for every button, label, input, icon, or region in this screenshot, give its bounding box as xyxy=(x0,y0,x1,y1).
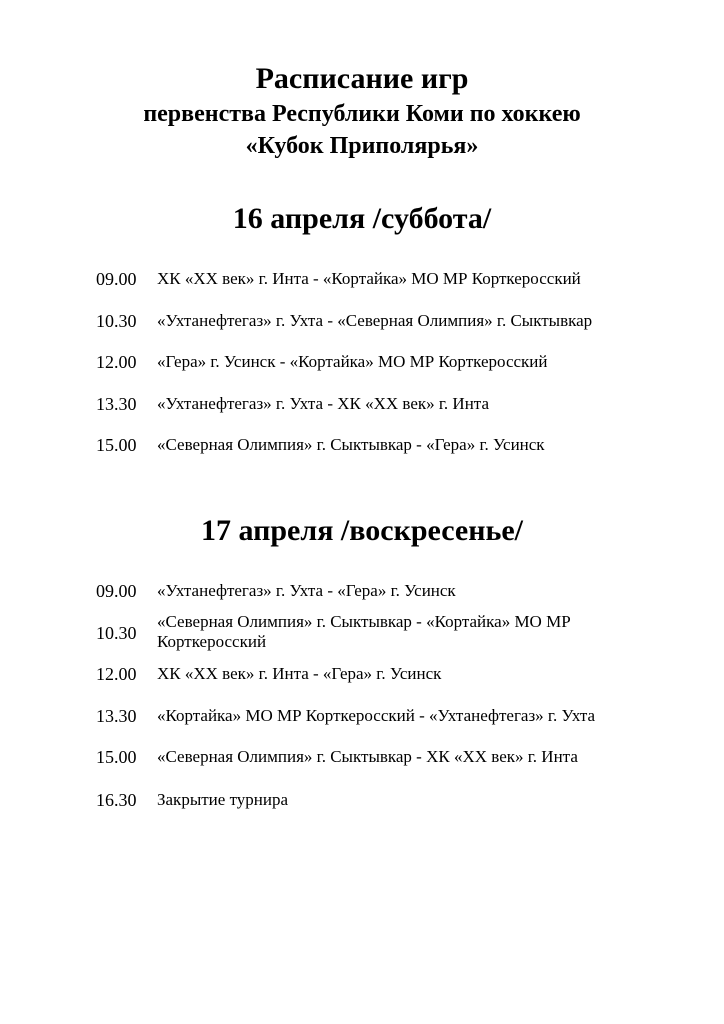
game-match: «Северная Олимпия» г. Сыктывкар - «Гера» г. Усинск xyxy=(157,435,545,454)
game-time: 15.00 xyxy=(96,747,137,767)
cup-name: «Кубок Приполярья» xyxy=(245,133,479,159)
day-heading-sunday: 17 апреля /воскресенье/ xyxy=(200,514,524,547)
game-time: 13.30 xyxy=(96,706,137,726)
game-match: «Ухтанефтегаз» г. Ухта - ХК «ХХ век» г. Инта xyxy=(157,394,489,413)
day-heading-saturday: 16 апреля /суббота/ xyxy=(232,202,492,235)
game-time: 12.00 xyxy=(96,664,137,684)
game-time: 12.00 xyxy=(96,352,137,372)
game-time: 15.00 xyxy=(96,435,137,455)
game-time: 09.00 xyxy=(96,269,137,289)
game-time: 10.30 xyxy=(96,311,137,331)
page-title: Расписание игр xyxy=(255,62,469,95)
game-time: 16.30 xyxy=(96,790,137,810)
game-match: Закрытие турнира xyxy=(157,790,289,809)
game-time: 13.30 xyxy=(96,394,137,414)
game-match: «Ухтанефтегаз» г. Ухта - «Гера» г. Усинск xyxy=(157,581,456,600)
game-match: ХК «ХХ век» г. Инта - «Кортайка» МО МР Корткеросский xyxy=(157,269,581,288)
game-match: «Гера» г. Усинск - «Кортайка» МО МР Корткеросский xyxy=(157,352,548,371)
game-match: «Ухтанефтегаз» г. Ухта - «Северная Олимпия» г. Сыктывкар xyxy=(157,311,593,330)
game-match: «Северная Олимпия» г. Сыктывкар - ХК «ХХ век» г. Инта xyxy=(157,747,578,766)
game-match: ХК «ХХ век» г. Инта - «Гера» г. Усинск xyxy=(157,664,442,683)
game-time: 10.30 xyxy=(96,623,137,643)
game-match: «Кортайка» МО МР Корткеросский - «Ухтанефтегаз» г. Ухта xyxy=(157,706,596,725)
game-match: «Северная Олимпия» г. Сыктывкар - «Кортайка» МО МР Корткеросский xyxy=(157,612,571,651)
game-time: 09.00 xyxy=(96,581,137,601)
page-subtitle: первенства Республики Коми по хоккею xyxy=(143,101,581,127)
